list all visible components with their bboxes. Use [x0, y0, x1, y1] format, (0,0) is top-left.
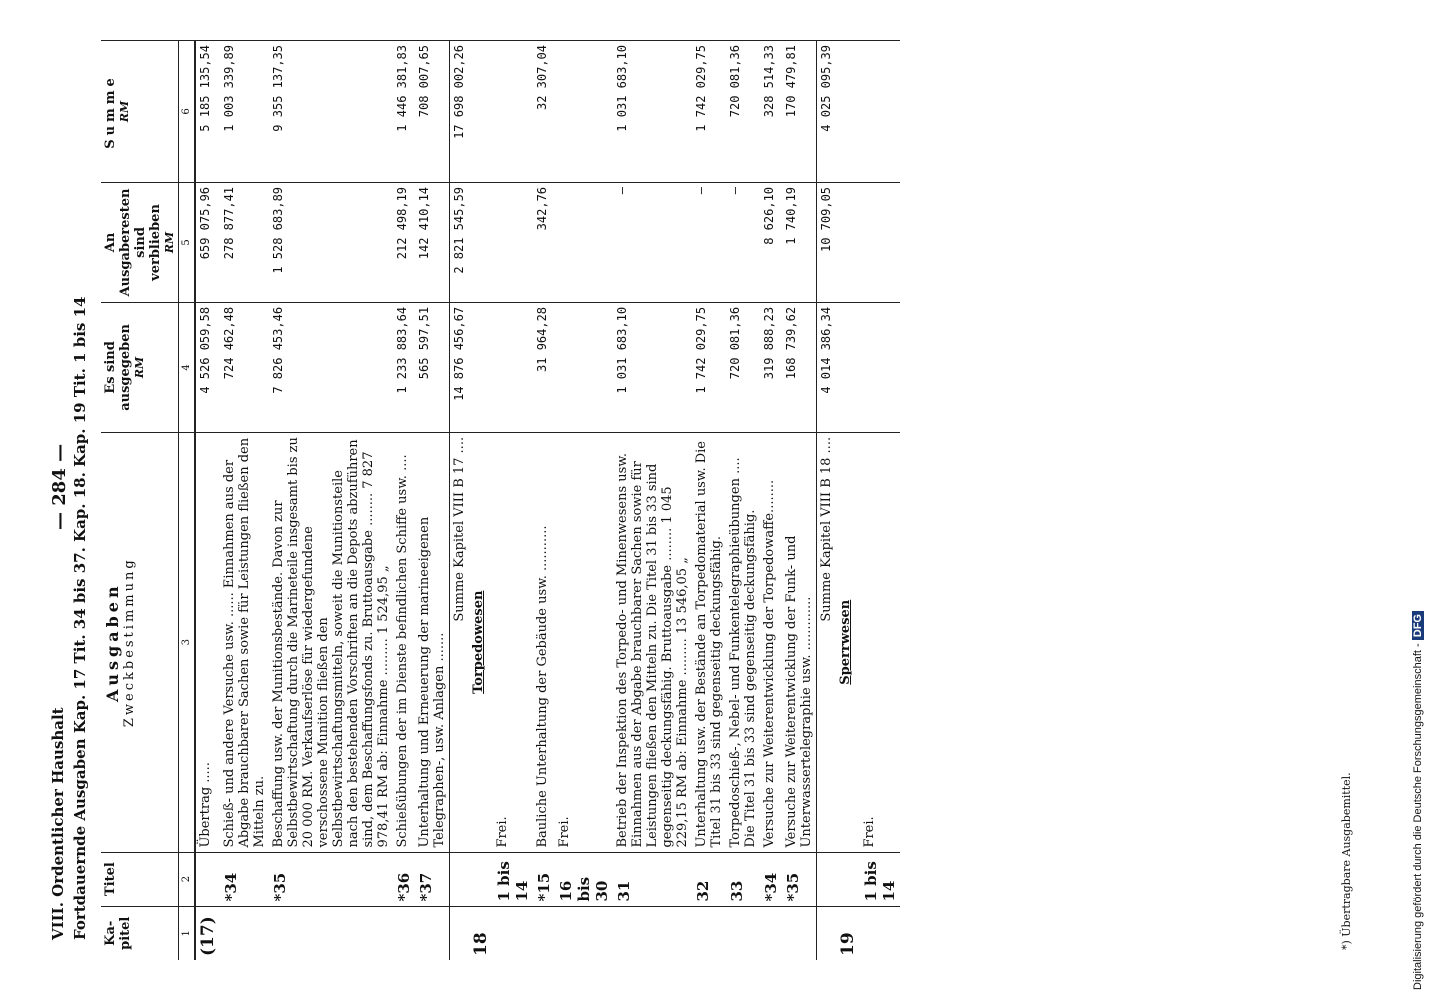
titel-cell [450, 852, 470, 906]
kap-cell [555, 906, 613, 960]
summe-cell: 170 479,81 [782, 41, 817, 183]
summe-cell: 5 185 135,54 [195, 41, 220, 183]
titel-cell: 31 [613, 852, 692, 906]
header-line2: Fortdauernde Ausgaben Kap. 17 Tit. 34 bis 37. Kap. 18. Kap. 19 Tit. 1 bis 14 [71, 296, 89, 940]
kap-cell [393, 906, 415, 960]
table-header-row [101, 41, 179, 961]
rotated-page-content [45, 40, 1375, 960]
kap-cell [533, 906, 555, 960]
description-cell: Versuche zur Weiterentwicklung der Funk- und Unterwassertelegraphie usw. ............. [782, 432, 817, 852]
summe-cell: 328 514,33 [760, 41, 782, 183]
description-cell: Unterhaltung usw. der Bestände an Torpedomaterial usw. Die Titel 31 bis 33 sind gegenseitig deckungsfähig. [692, 432, 726, 852]
kap-cell [493, 906, 533, 960]
col-ausgaben [101, 432, 179, 852]
description-cell: Versuche zur Weiterentwicklung der Torpedowaffe........ [760, 432, 782, 852]
titel-cell: 1 bis 14 [493, 852, 533, 906]
col-zweck: Zweckbestimmung [122, 557, 137, 728]
ausgabereste-cell [469, 182, 493, 302]
col-summe [101, 41, 179, 183]
dfg-credit-text: Digitalisierung gefördert durch die Deutsche Forschungsgemeinschaft - [1412, 643, 1424, 990]
table-row [533, 41, 555, 961]
table-row [760, 41, 782, 961]
ausgegeben-cell [555, 302, 613, 432]
col-ausgabereste-label: An Ausgaberesten sind verblieben [103, 188, 163, 297]
kap-cell [692, 906, 726, 960]
kap-cell [817, 906, 837, 960]
table-row [817, 41, 837, 961]
summe-cell: 708 007,65 [415, 41, 450, 183]
description-cell: Schießübungen der im Dienste befindlichen Schiffe usw. .... [393, 432, 415, 852]
summe-cell: 1 446 381,83 [393, 41, 415, 183]
description-cell: Summe Kapitel VIII B 17 .... [450, 432, 470, 852]
ausgegeben-cell: 4 526 059,58 [195, 302, 220, 432]
col-kapitel: Ka-pitel [101, 906, 179, 960]
ausgabereste-cell: — [692, 182, 726, 302]
titel-cell: 33 [726, 852, 760, 906]
kap-cell [415, 906, 450, 960]
summe-cell: 4 025 095,39 [817, 41, 837, 183]
page-number: — 284 — [49, 443, 70, 530]
titel-cell [469, 852, 493, 906]
table-row [782, 41, 817, 961]
ausgegeben-cell [493, 302, 533, 432]
colnum-5: 5 [179, 182, 196, 302]
summe-cell: 9 355 137,35 [269, 41, 393, 183]
budget-table [101, 40, 900, 960]
ausgegeben-cell: 1 031 683,10 [613, 302, 692, 432]
description-cell: Betrieb der Inspektion des Torpedo- und Minenwesens usw. Einnahmen aus der Abgabe brauchbarer Sachen sowie für Leistungen fließen den Mitteln zu. Die Titel 31 bis 33 sind gegenseitig deckungsfähig. Bruttoausgabe ........ 1 045 229,15 RM ab: Einnahme ......... 13 546,05 „ [613, 432, 692, 852]
dfg-sidebar [1412, 10, 1424, 990]
ausgegeben-cell: 1 233 883,64 [393, 302, 415, 432]
header-line1: VIII. Ordentlicher Haushalt [49, 707, 67, 940]
description-cell: Sperrwesen [836, 432, 860, 852]
kap-cell [450, 906, 470, 960]
colnum-4: 4 [179, 302, 196, 432]
summe-cell [836, 41, 860, 183]
titel-cell [195, 852, 220, 906]
ausgegeben-cell: 720 081,36 [726, 302, 760, 432]
unit-rm: RM [118, 100, 131, 123]
ausgabereste-cell: 142 410,14 [415, 182, 450, 302]
ausgegeben-cell: 14 876 456,67 [450, 302, 470, 432]
ausgegeben-cell: 724 462,48 [220, 302, 269, 432]
description-cell: Unterhaltung und Erneuerung der marineeigenen Telegraphen-, usw. Anlagen ....... [415, 432, 450, 852]
summe-cell: 1 742 029,75 [692, 41, 726, 183]
table-row [393, 41, 415, 961]
ausgabereste-cell: 659 075,96 [195, 182, 220, 302]
colnum-6: 6 [179, 41, 196, 183]
ausgegeben-cell: 4 014 386,34 [817, 302, 837, 432]
col-summe-label: Summe [103, 74, 118, 149]
col-ausgaben-title: Ausgaben [103, 582, 122, 703]
titel-cell: *35 [782, 852, 817, 906]
titel-cell: 32 [692, 852, 726, 906]
ausgabereste-cell: 10 709,05 [817, 182, 837, 302]
description-cell: Frei. [555, 432, 613, 852]
ausgabereste-cell [860, 182, 900, 302]
titel-cell [817, 852, 837, 906]
description-cell: Summe Kapitel VIII B 18 .... [817, 432, 837, 852]
description-cell: Beschaffung usw. der Munitionsbestände. Davon zur Selbstbewirtschaftung durch die Marineteile insgesamt bis zu 20 000 RM. Verkaufserlöse für wiedergefundene verschossene Munition fließen den Selbstbewirtschaftungsmitteln, soweit die Munitionsteile nach den bestehenden Vorschriften an die Depots abzuführen sind, dem Beschaffungsfonds zu. Bruttoausgabe ........ 7 827 978,41 RM ab: Einnahme ......... 1 524,95 „ [269, 432, 393, 852]
description-cell: Frei. [860, 432, 900, 852]
ausgabereste-cell: — [726, 182, 760, 302]
ausgabereste-cell: 8 626,10 [760, 182, 782, 302]
ausgabereste-cell: 342,76 [533, 182, 555, 302]
table-row [493, 41, 533, 961]
table-row [195, 41, 220, 961]
summe-cell [860, 41, 900, 183]
ausgabereste-cell: 1 528 683,89 [269, 182, 393, 302]
summe-cell: 32 307,04 [533, 41, 555, 183]
titel-cell [836, 852, 860, 906]
ausgegeben-cell [836, 302, 860, 432]
summe-cell: 720 081,36 [726, 41, 760, 183]
kap-cell [269, 906, 393, 960]
ausgabereste-cell [836, 182, 860, 302]
unit-rm: RM [163, 231, 176, 254]
titel-cell: *36 [393, 852, 415, 906]
description-cell: Schieß- und andere Versuche usw. ...... Einnahmen aus der Abgabe brauchbarer Sachen sowie für Leistungen fließen den Mitteln zu. [220, 432, 269, 852]
titel-cell: 16 bis 30 [555, 852, 613, 906]
summe-cell: 1 031 683,10 [613, 41, 692, 183]
titel-cell: *34 [220, 852, 269, 906]
summe-cell [493, 41, 533, 183]
ausgabereste-cell [555, 182, 613, 302]
table-row [269, 41, 393, 961]
table-row [726, 41, 760, 961]
titel-cell: *35 [269, 852, 393, 906]
ausgegeben-cell: 7 826 453,46 [269, 302, 393, 432]
col-ausgegeben-label: Es sind ausgegeben [103, 324, 133, 411]
kap-cell [726, 906, 760, 960]
titel-cell: *15 [533, 852, 555, 906]
col-titel: Titel [101, 852, 179, 906]
column-number-row [179, 41, 196, 961]
ausgabereste-cell [493, 182, 533, 302]
ausgegeben-cell: 319 888,23 [760, 302, 782, 432]
table-row [860, 41, 900, 961]
description-cell: Torpedowesen [469, 432, 493, 852]
titel-cell: *37 [415, 852, 450, 906]
description-cell: Übertrag ..... [195, 432, 220, 852]
footnote: *) Übertragbare Ausgabemittel. [1340, 772, 1353, 950]
kap-cell: 18 [469, 906, 493, 960]
table-row [450, 41, 470, 961]
ausgegeben-cell: 565 597,51 [415, 302, 450, 432]
table-row [220, 41, 269, 961]
unit-rm: RM [133, 356, 146, 379]
table-body [195, 41, 900, 961]
kap-cell [760, 906, 782, 960]
ausgabereste-cell: 212 498,19 [393, 182, 415, 302]
kap-cell: (17) [195, 906, 220, 960]
table-row [613, 41, 692, 961]
ausgabereste-cell: 2 821 545,59 [450, 182, 470, 302]
ausgabereste-cell: 1 740,19 [782, 182, 817, 302]
ausgegeben-cell: 31 964,28 [533, 302, 555, 432]
colnum-2: 2 [179, 852, 196, 906]
kap-cell: 19 [836, 906, 860, 960]
col-ausgabereste [101, 182, 179, 302]
colnum-1: 1 [179, 906, 196, 960]
table-row [836, 41, 860, 961]
description-cell: Bauliche Unterhaltung der Gebäude usw. ........... [533, 432, 555, 852]
col-ausgegeben [101, 302, 179, 432]
titel-cell: *34 [760, 852, 782, 906]
page-header [45, 40, 95, 960]
table-row [415, 41, 450, 961]
colnum-3: 3 [179, 432, 196, 852]
table-row [692, 41, 726, 961]
dfg-logo: DFG [1412, 611, 1424, 640]
table-row [555, 41, 613, 961]
ausgabereste-cell: — [613, 182, 692, 302]
ausgegeben-cell [860, 302, 900, 432]
kap-cell [613, 906, 692, 960]
kap-cell [860, 906, 900, 960]
ausgegeben-cell [469, 302, 493, 432]
titel-cell: 1 bis 14 [860, 852, 900, 906]
table-row [469, 41, 493, 961]
ausgegeben-cell: 168 739,62 [782, 302, 817, 432]
summe-cell [555, 41, 613, 183]
description-cell: Torpedoschieß-, Nebel- und Funkentelegraphieübungen .... Die Titel 31 bis 33 sind gegenseitig deckungsfähig. [726, 432, 760, 852]
description-cell: Frei. [493, 432, 533, 852]
summe-cell: 17 698 002,26 [450, 41, 470, 183]
ausgabereste-cell: 278 877,41 [220, 182, 269, 302]
kap-cell [220, 906, 269, 960]
ausgegeben-cell: 1 742 029,75 [692, 302, 726, 432]
summe-cell: 1 003 339,89 [220, 41, 269, 183]
kap-cell [782, 906, 817, 960]
summe-cell [469, 41, 493, 183]
